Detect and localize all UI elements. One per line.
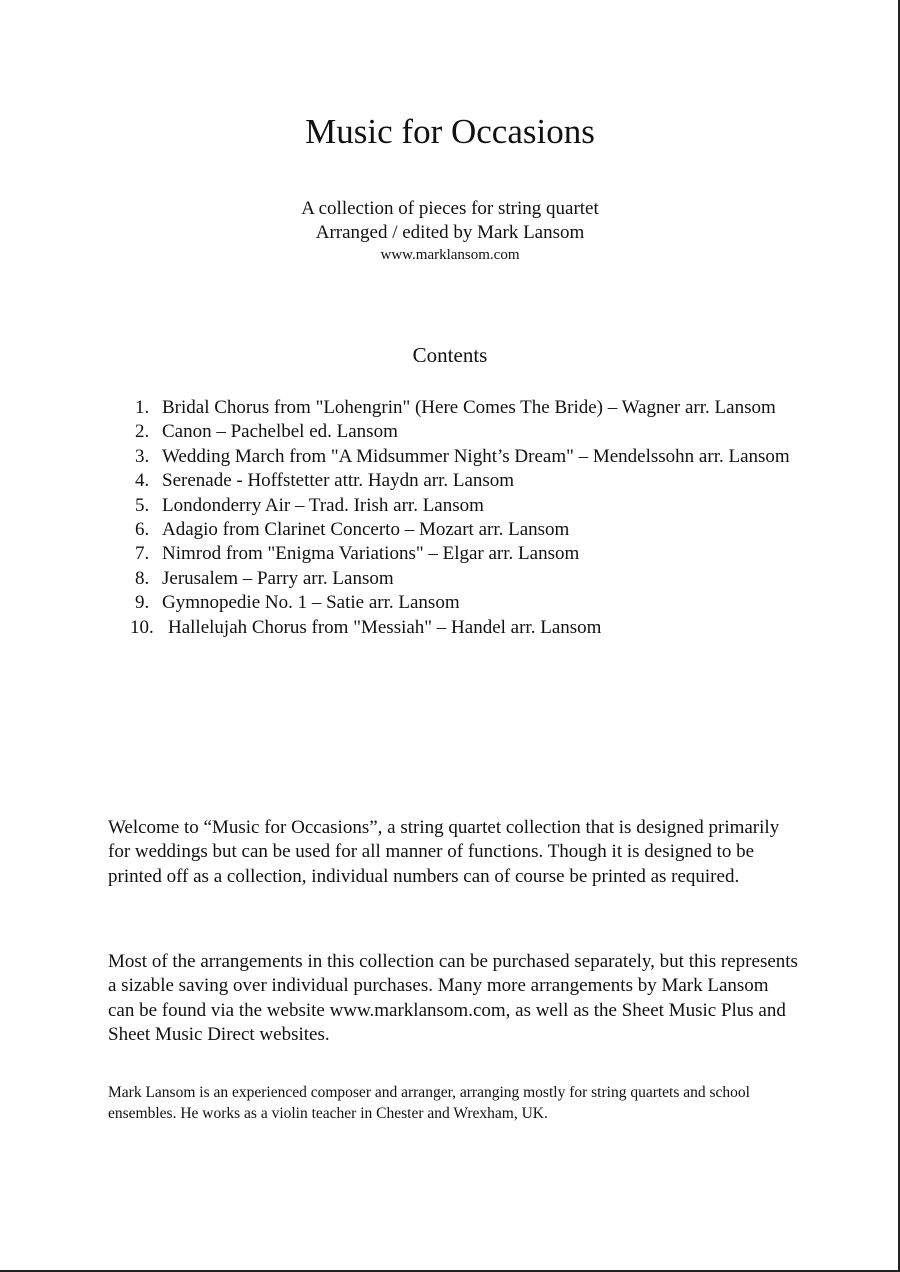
author-bio-paragraph: Mark Lansom is an experienced composer and arranger, arranging mostly for string quartets and school ensembles. He works as a violin teacher in Chester and Wrexham, UK. <box>108 1084 750 1122</box>
contents-item-text: Nimrod from "Enigma Variations" – Elgar arr. Lansom <box>162 543 580 565</box>
page-title: Music for Occasions <box>305 112 595 151</box>
contents-item <box>130 542 790 566</box>
contents-item <box>130 445 790 469</box>
contents-item-number: 6. <box>135 519 150 541</box>
contents-item <box>130 591 790 615</box>
contents-item-text: Gymnopedie No. 1 – Satie arr. Lansom <box>162 592 460 614</box>
contents-item-text: Serenade - Hoffstetter attr. Haydn arr. Lansom <box>162 470 515 492</box>
intro-paragraph: Welcome to “Music for Occasions”, a string quartet collection that is designed primarily for weddings but can be used for all manner of functions. Though it is designed to be printed off as a collection, individual numbers can of course be printed as required. <box>108 817 780 887</box>
contents-item <box>130 469 790 493</box>
contents-item-number: 4. <box>135 470 150 492</box>
subtitle-description: A collection of pieces for string quartet <box>301 198 599 219</box>
contents-item-number: 10. <box>130 616 154 638</box>
contents-list <box>130 396 790 640</box>
contents-item-text: Bridal Chorus from "Lohengrin" (Here Comes The Bride) – Wagner arr. Lansom <box>162 397 776 418</box>
subtitle-block <box>0 197 900 265</box>
contents-item-text: Adagio from Clarinet Concerto – Mozart arr. Lansom <box>162 519 570 541</box>
contents-item-text: Jerusalem – Parry arr. Lansom <box>162 567 394 589</box>
contents-item-number: 9. <box>135 592 150 614</box>
subtitle-arranger: Arranged / edited by Mark Lansom <box>315 222 585 243</box>
contents-item-number: 7. <box>135 543 150 565</box>
contents-item-number: 2. <box>135 421 150 443</box>
contents-item-number: 3. <box>135 445 150 467</box>
contents-item-number: 1. <box>135 397 150 418</box>
contents-item-text: Wedding March from "A Midsummer Night’s Dream" – Mendelssohn arr. Lansom <box>162 445 790 467</box>
contents-item-text: Canon – Pachelbel ed. Lansom <box>162 421 398 443</box>
contents-item <box>130 616 790 640</box>
contents-item-number: 5. <box>135 494 150 516</box>
purchase-paragraph: Most of the arrangements in this collection can be purchased separately, but this represents a sizable saving over individual purchases. Many more arrangements by Mark Lansom can be found via the website www.marklansom.com, as well as the Sheet Music Plus and Sheet Music Direct websites. <box>108 951 798 1046</box>
contents-item <box>130 494 790 518</box>
contents-item <box>130 518 790 542</box>
contents-item <box>130 396 790 420</box>
contents-heading: Contents <box>412 343 488 367</box>
website-url: www.marklansom.com <box>380 247 520 263</box>
contents-item <box>130 420 790 444</box>
contents-item-number: 8. <box>135 567 150 589</box>
contents-item <box>130 567 790 591</box>
contents-item-text: Londonderry Air – Trad. Irish arr. Lansom <box>162 494 484 516</box>
contents-item-text: Hallelujah Chorus from "Messiah" – Handel arr. Lansom <box>168 616 602 638</box>
